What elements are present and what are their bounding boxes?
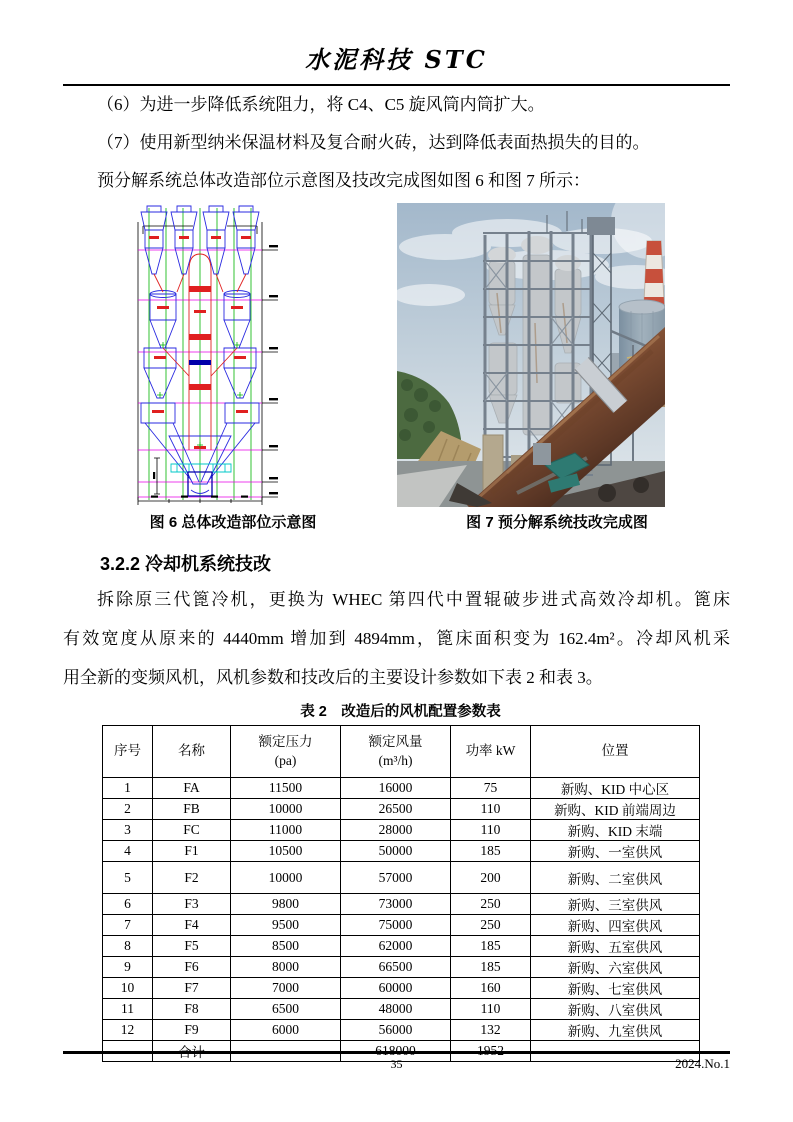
section-body [63, 580, 730, 697]
table-cell: 8 [103, 936, 153, 957]
table-cell: 3 [103, 820, 153, 841]
table-row [103, 820, 700, 841]
table-cell: 110 [451, 999, 531, 1020]
table-cell: FC [153, 820, 231, 841]
table-cell: 新购、七室供风 [531, 978, 700, 999]
table-row [103, 915, 700, 936]
table-cell: 185 [451, 936, 531, 957]
table-cell: 新购、KID 前端周边 [531, 799, 700, 820]
table-cell: 110 [451, 820, 531, 841]
table-cell: 160 [451, 978, 531, 999]
table-cell: 6000 [231, 1020, 341, 1041]
issue-number: 2024.No.1 [675, 1056, 730, 1071]
table-cell: 57000 [341, 862, 451, 894]
table-cell: 110 [451, 799, 531, 820]
table-cell: 12 [103, 1020, 153, 1041]
table-cell: 185 [451, 841, 531, 862]
table-cell: 6 [103, 894, 153, 915]
table-cell: FB [153, 799, 231, 820]
table-row [103, 978, 700, 999]
table-cell: F9 [153, 1020, 231, 1041]
table-cell: 新购、五室供风 [531, 936, 700, 957]
table-row [103, 936, 700, 957]
section-heading: 3.2.2 冷却机系统技改 [100, 554, 272, 574]
table-cell: 7000 [231, 978, 341, 999]
table-cell: 7 [103, 915, 153, 936]
table-cell: F7 [153, 978, 231, 999]
table-cell: 6500 [231, 999, 341, 1020]
table-cell: 2 [103, 799, 153, 820]
table-header-cell: 位置 [531, 726, 700, 778]
table-cell: 11500 [231, 778, 341, 799]
figure7-photo [397, 203, 665, 507]
table-cell: 新购、三室供风 [531, 894, 700, 915]
table-cell: 新购、一室供风 [531, 841, 700, 862]
table-cell: 10 [103, 978, 153, 999]
table-cell: 10000 [231, 862, 341, 894]
journal-title: 水泥科技 STC [305, 45, 488, 74]
fan-table-body [103, 778, 700, 1062]
table-cell: 66500 [341, 957, 451, 978]
table-cell: 新购、KID 末端 [531, 820, 700, 841]
table-header-cell: 序号 [103, 726, 153, 778]
table-cell: 73000 [341, 894, 451, 915]
table-cell: 75000 [341, 915, 451, 936]
table-cell: 60000 [341, 978, 451, 999]
table-cell: 10500 [231, 841, 341, 862]
table-cell: 8500 [231, 936, 341, 957]
body-line: 拆除原三代篦冷机，更换为 WHEC 第四代中置辊破步进式高效冷却机。篦床 [97, 590, 730, 609]
paragraph-figure-intro: 预分解系统总体改造部位示意图及技改完成图如图 6 和图 7 所示： [97, 171, 590, 190]
table-cell: 75 [451, 778, 531, 799]
table-cell: 新购、二室供风 [531, 862, 700, 894]
table-cell: 50000 [341, 841, 451, 862]
table-cell: 185 [451, 957, 531, 978]
table-cell: 10000 [231, 799, 341, 820]
table-cell: F1 [153, 841, 231, 862]
table-cell: 新购、四室供风 [531, 915, 700, 936]
table-cell: 1 [103, 778, 153, 799]
table-cell: 新购、九室供风 [531, 1020, 700, 1041]
figure6-cad-diagram [133, 200, 285, 506]
table-cell: 26500 [341, 799, 451, 820]
table-header-cell: 额定压力 (pa) [231, 726, 341, 778]
table-cell: 132 [451, 1020, 531, 1041]
table-cell: 新购、六室供风 [531, 957, 700, 978]
table-cell: 11000 [231, 820, 341, 841]
paragraph-item-7: （7）使用新型纳米保温材料及复合耐火砖，达到降低表面热损失的目的。 [97, 133, 650, 152]
table-cell: 200 [451, 862, 531, 894]
table-cell: 4 [103, 841, 153, 862]
table-header-cell: 额定风量 (m³/h) [341, 726, 451, 778]
figure7-caption: 图 7 预分解系统技改完成图 [466, 514, 648, 531]
fan-config-table [102, 725, 700, 1062]
table-cell: FA [153, 778, 231, 799]
table-row [103, 862, 700, 894]
figure6-caption: 图 6 总体改造部位示意图 [149, 514, 317, 531]
table-header-cell: 功率 kW [451, 726, 531, 778]
body-line: 有效宽度从原来的 4440mm 增加到 4894mm，篦床面积变为 162.4m²。冷却风机采 [63, 629, 730, 648]
table-row [103, 957, 700, 978]
table-cell: 48000 [341, 999, 451, 1020]
footer-rule [63, 1051, 730, 1054]
table-row [103, 999, 700, 1020]
table-cell: F3 [153, 894, 231, 915]
table-cell: F2 [153, 862, 231, 894]
paragraph-item-6: （6）为进一步降低系统阻力，将 C4、C5 旋风筒内筒扩大。 [97, 95, 545, 114]
table-cell: 250 [451, 894, 531, 915]
table-header-cell: 名称 [153, 726, 231, 778]
table-cell: 新购、KID 中心区 [531, 778, 700, 799]
table-cell: 5 [103, 862, 153, 894]
intro-paragraphs [63, 86, 730, 200]
table-cell: 16000 [341, 778, 451, 799]
table-cell: 8000 [231, 957, 341, 978]
table-cell: 62000 [341, 936, 451, 957]
table-row [103, 799, 700, 820]
table-cell: 9500 [231, 915, 341, 936]
body-line: 用全新的变频风机，风机参数和技改后的主要设计参数如下表 2 和表 3。 [63, 668, 603, 687]
table-cell: 9 [103, 957, 153, 978]
page-number: 35 [390, 1057, 403, 1071]
fan-table-head [103, 726, 700, 778]
table-title: 表 2 改造后的风机配置参数表 [300, 704, 501, 720]
table-cell: 56000 [341, 1020, 451, 1041]
table-cell: 新购、八室供风 [531, 999, 700, 1020]
table-cell: F5 [153, 936, 231, 957]
table-row [103, 1020, 700, 1041]
table-cell: F4 [153, 915, 231, 936]
table-row [103, 841, 700, 862]
table-cell: 9800 [231, 894, 341, 915]
table-cell: 250 [451, 915, 531, 936]
table-cell: 11 [103, 999, 153, 1020]
table-cell: F6 [153, 957, 231, 978]
table-cell: 28000 [341, 820, 451, 841]
table-row [103, 894, 700, 915]
table-cell: F8 [153, 999, 231, 1020]
table-row [103, 778, 700, 799]
